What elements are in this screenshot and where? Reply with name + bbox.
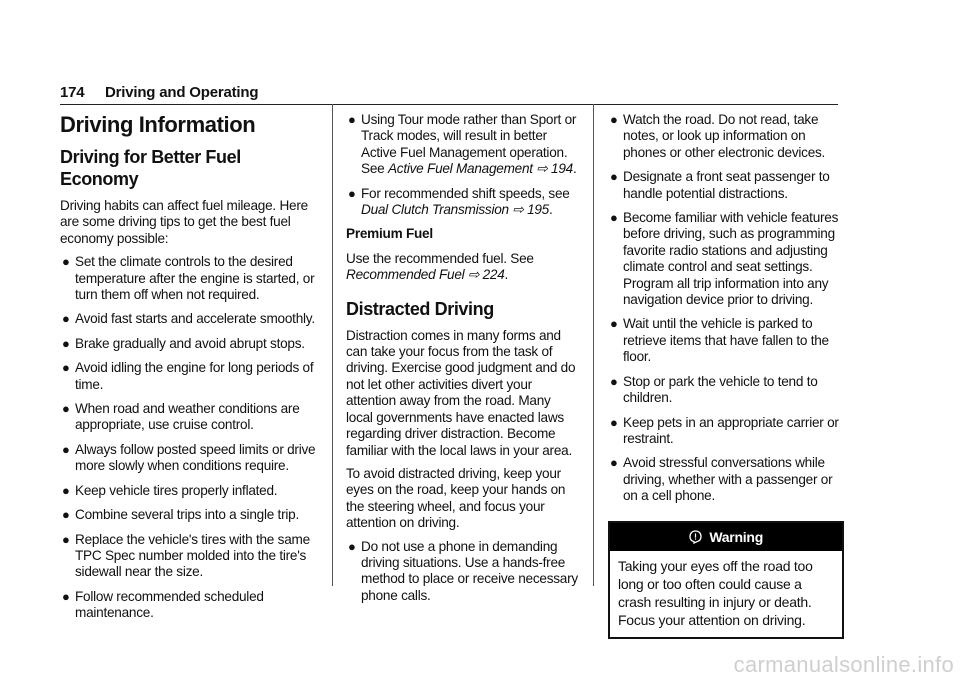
- recommended-fuel-link[interactable]: Recommended Fuel ⇨ 224: [346, 267, 505, 283]
- list-item: ● Avoid idling the engine for long periods of time.: [62, 360, 314, 392]
- bullet-icon: ●: [610, 316, 618, 332]
- bullet-icon: ●: [610, 210, 618, 226]
- list-item: ● Designate a front seat passenger to handle potential distractions.: [610, 169, 830, 201]
- distraction-tips-list: [346, 539, 580, 605]
- bullet-icon: ●: [62, 441, 70, 457]
- dual-clutch-transmission-link[interactable]: Dual Clutch Transmission ⇨ 195: [361, 202, 549, 218]
- list-item: ● Stop or park the vehicle to tend to children.: [610, 373, 818, 406]
- watermark: carmanualsonline.info: [733, 652, 954, 677]
- warning-icon: [689, 530, 705, 545]
- bullet-icon: ●: [348, 185, 356, 201]
- warning-text: Taking your eyes off the road too long or too often could cause a crash resulting in injury or death. Focus your attention on driving.: [618, 557, 813, 628]
- bullet-icon: ●: [610, 373, 618, 389]
- warning-box: [608, 521, 844, 639]
- active-fuel-management-link[interactable]: Active Fuel Management ⇨ 194: [387, 161, 573, 177]
- column-1: [60, 112, 320, 630]
- list-item: ● Combine several trips into a single trip.: [62, 507, 299, 523]
- bullet-icon: ●: [62, 311, 70, 327]
- list-item: ● Always follow posted speed limits or drive more slowly when conditions require.: [62, 441, 316, 474]
- bullet-icon: ●: [610, 455, 618, 471]
- bullet-icon: ●: [610, 414, 618, 430]
- bullet-icon: ●: [62, 360, 70, 376]
- bullet-icon: ●: [62, 531, 70, 547]
- page-number: 174: [60, 84, 85, 101]
- list-item: ● Avoid stressful conversations while driving, whether with a passenger or on a cell phone.: [610, 455, 833, 504]
- list-item: ● When road and weather conditions are appropriate, use cruise control.: [62, 401, 300, 433]
- fuel-economy-intro: Driving habits can affect fuel mileage. Here are some driving tips to get the best fuel economy possible:: [60, 198, 308, 246]
- list-item: ● Do not use a phone in demanding driving situations. Use a hands-free method to place or receive necessary phone calls.: [348, 538, 578, 603]
- column-2: [346, 112, 580, 612]
- distracted-paragraph-1: Distraction comes in many forms and can take your focus from the task of driving. Exercise good judgment and do not let other activities divert your attention away from the road. Many local governments have enacted laws regarding driver distraction. Become familiar with the local laws in your area.: [346, 327, 576, 458]
- bullet-icon: ●: [610, 112, 618, 127]
- page-ref-arrow-icon: ⇨: [467, 267, 480, 283]
- page-title: Driving Information: [60, 112, 256, 137]
- column-divider: [332, 104, 333, 586]
- fuel-tips-list-continued: [346, 112, 580, 218]
- warning-header: [610, 523, 842, 551]
- bullet-icon: ●: [62, 254, 70, 270]
- premium-fuel-heading: Premium Fuel: [346, 226, 433, 242]
- bullet-icon: ●: [348, 112, 356, 127]
- list-item: ● Wait until the vehicle is parked to retrieve items that have fallen to the floor.: [610, 316, 829, 365]
- list-item: ● Set the climate controls to the desired temperature after the engine is started, or turn them off when not required.: [62, 254, 315, 303]
- list-item: ● Follow recommended scheduled maintenance.: [62, 588, 264, 621]
- page-ref-arrow-icon: ⇨: [536, 161, 548, 177]
- premium-fuel-text: Use the recommended fuel. See Recommended Fuel ⇨ 224.: [346, 250, 534, 283]
- distracted-paragraph-2: To avoid distracted driving, keep your eyes on the road, keep your hands on the steering wheel, and focus your attention on driving.: [346, 465, 566, 531]
- warning-title: Warning: [709, 528, 764, 545]
- list-item: ● Brake gradually and avoid abrupt stops.: [62, 335, 305, 351]
- section-heading-distracted-driving: Distracted Driving: [346, 298, 494, 319]
- list-item: ● Keep vehicle tires properly inflated.: [62, 482, 278, 498]
- list-item: ● Watch the road. Do not read, take notes, or look up information on phones or other electronic devices.: [610, 112, 826, 160]
- list-item: ● Replace the vehicle's tires with the same TPC Spec number molded into the tire's sidewall near the size.: [62, 531, 310, 580]
- bullet-icon: ●: [610, 169, 618, 185]
- bullet-icon: ●: [62, 588, 70, 604]
- list-item: ● For recommended shift speeds, see Dual Clutch Transmission ⇨ 195.: [348, 185, 570, 218]
- column-divider: [593, 104, 594, 586]
- section-title: Driving and Operating: [105, 84, 259, 101]
- list-item: ● Avoid fast starts and accelerate smoothly.: [62, 311, 315, 327]
- list-item: ● Become familiar with vehicle features before driving, such as programming favorite radio stations and adjusting climate control and seat settings. Program all trip information into any navigation device prior to driving.: [610, 210, 839, 308]
- list-item: ● Using Tour mode rather than Sport or Track modes, will result in better Active Fuel Management operation. See Active Fuel Management ⇨ 194.: [348, 112, 577, 177]
- bullet-icon: ●: [62, 401, 70, 417]
- bullet-icon: ●: [62, 482, 70, 498]
- page-header: [60, 84, 838, 105]
- bullet-icon: ●: [62, 335, 70, 351]
- list-item: ● Keep pets in an appropriate carrier or restraint.: [610, 414, 839, 446]
- distraction-tips-list-continued: [608, 112, 840, 505]
- section-heading-fuel-economy: Driving for Better Fuel Economy: [60, 147, 241, 189]
- fuel-tips-list: [60, 254, 320, 621]
- bullet-icon: ●: [348, 538, 356, 554]
- column-3: [608, 112, 840, 639]
- page-ref-arrow-icon: ⇨: [512, 202, 524, 218]
- bullet-icon: ●: [62, 507, 70, 523]
